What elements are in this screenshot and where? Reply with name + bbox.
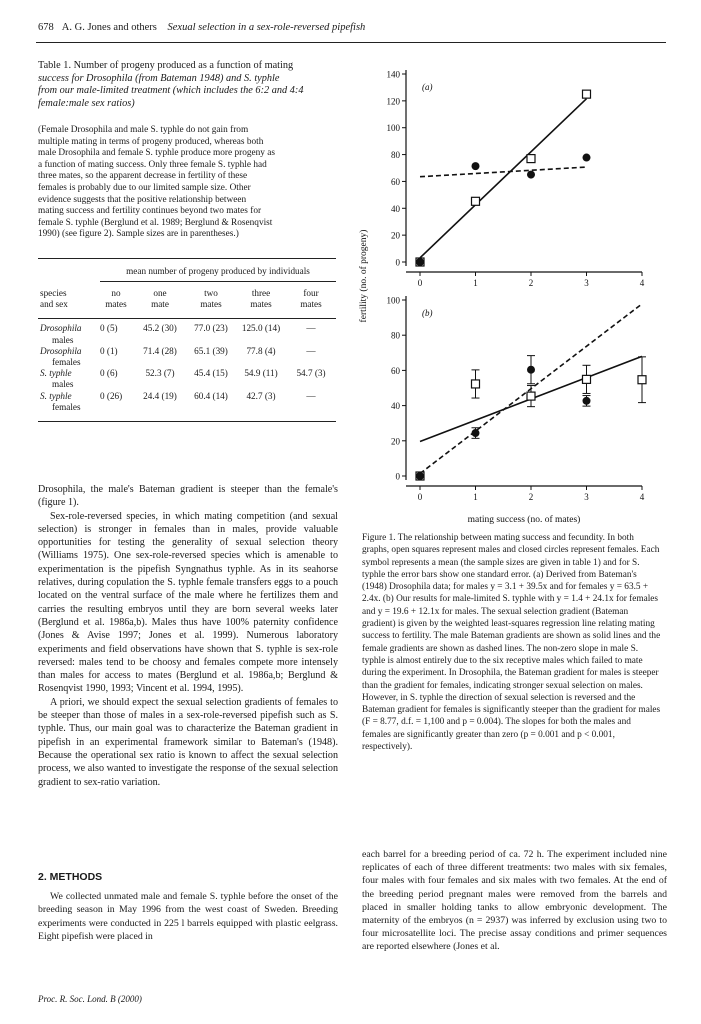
table-cell: 54.9 (11): [244, 368, 278, 379]
table-cell-sex: females: [52, 357, 81, 368]
y-tick-label: 60: [391, 365, 400, 376]
x-tick-label: 4: [639, 492, 645, 502]
table-cell: 0 (5): [100, 323, 118, 334]
table-cell-sex: females: [52, 401, 81, 412]
table-note-line: 1990) (see figure 2). Sample sizes are in parentheses.): [38, 229, 239, 240]
table-caption-line: female:male sex ratios): [38, 97, 135, 109]
running-header: [38, 22, 668, 33]
y-tick-label: 20: [391, 436, 400, 447]
col-header: two: [204, 288, 218, 298]
table-note-line: female S. typhle (Berglund et al. 1989; Berglund & Rosenqvist: [38, 217, 273, 228]
table-note-line: a function of mating success. Only three female S. typhle had: [38, 159, 267, 170]
y-tick-label: 0: [395, 257, 400, 268]
paragraph: A priori, we should expect the sexual selection gradients of females to be steeper than those of males in a sex-role-reversed pipefish such as S. typhle. Thus, our main goal was to characterize the Bateman gradient in pipefish in an experimental framework similar to Bateman's (1948). Because the operational sex ratio is known to affect the sexual selection process, we also wanted to investigate the response of the sexual selection gradient to sex-ratio variation.: [38, 696, 338, 788]
table-row: [38, 323, 336, 345]
male-point: [583, 375, 591, 383]
female-point: [527, 366, 535, 374]
x-tick-label: 2: [528, 278, 534, 288]
figure-svg: [342, 64, 662, 529]
col-header: mates: [250, 299, 272, 310]
y-tick-label: 40: [391, 203, 400, 214]
table-cell-species: S. typhle: [40, 368, 72, 379]
male-point: [527, 392, 535, 400]
table-note-line: mating success and fertility continues beyond two mates for: [38, 206, 262, 217]
table-cell: 77.0 (23): [194, 323, 228, 334]
col-header: mates: [300, 299, 322, 310]
table-cell: 0 (26): [100, 390, 123, 401]
methods-text: [38, 890, 338, 943]
female-point: [583, 397, 591, 405]
table-cell: 24.4 (19): [143, 390, 177, 401]
col-header: mates: [105, 299, 127, 310]
data-table: [38, 288, 336, 422]
x-tick-label: 1: [473, 278, 478, 288]
table-cell: 60.4 (14): [194, 390, 228, 401]
table-cell: 52.3 (7): [145, 368, 175, 379]
table-note-line: multiple mating in terms of progeny produced, whereas both: [38, 136, 264, 147]
x-tick-label: 3: [584, 278, 589, 288]
table-cell: 71.4 (28): [143, 345, 177, 356]
table-cell-sex: males: [52, 379, 74, 390]
spanner-rule: [100, 281, 336, 282]
authors: A. G. Jones and others: [61, 22, 157, 33]
page-number: 678: [38, 22, 54, 33]
table-row: [38, 346, 336, 368]
table-spanner: mean number of progeny produced by individuals: [126, 266, 310, 276]
y-tick-label: 20: [391, 230, 400, 241]
table-note-line: male Drosophila and female S. typhle produce more progeny as: [38, 148, 275, 159]
table-cell: 42.7 (3): [246, 390, 276, 401]
x-tick-label: 1: [473, 492, 478, 502]
x-tick-label: 0: [417, 492, 423, 502]
y-tick-label: 100: [386, 123, 400, 134]
male-point: [583, 90, 591, 98]
col-header: mates: [200, 299, 222, 310]
panel-label: (a): [422, 82, 433, 92]
table-cell: 77.8 (4): [246, 345, 276, 356]
col-header: four: [303, 288, 319, 298]
header-rule: [36, 42, 666, 43]
female-point: [416, 258, 424, 266]
table-cell: —: [306, 323, 316, 334]
table-caption-line: Table 1. Number of progeny produced as a function of mating: [38, 60, 294, 71]
y-tick-label: 140: [386, 69, 400, 80]
table-cell: —: [306, 390, 316, 401]
y-tick-label: 80: [391, 150, 400, 161]
table-top-rule: [38, 258, 336, 259]
table-cell-species: Drosophila: [40, 345, 82, 356]
x-tick-label: 4: [639, 278, 645, 288]
female-point: [527, 171, 535, 179]
table-cell: 0 (1): [100, 345, 118, 356]
y-tick-label: 120: [386, 96, 400, 107]
y-tick-label: 0: [395, 471, 400, 482]
male-point: [638, 376, 646, 384]
table-row: [38, 391, 336, 413]
journal-footer: Proc. R. Soc. Lond. B (2000): [38, 994, 142, 1004]
female-point: [472, 429, 480, 437]
female-point: [583, 154, 591, 162]
table-note-line: (Female Drosophila and male S. typhle do not gain from: [38, 125, 249, 135]
body-text-left: [38, 483, 338, 789]
figure-1: [342, 64, 662, 534]
table-note-line: three mates, so the apparent decrease in fertility of these: [38, 171, 248, 182]
y-axis-label: fertility (no. of progeny): [359, 229, 369, 323]
table-row: [38, 368, 336, 390]
col-header: one: [153, 288, 167, 298]
table-cell-species: Drosophila: [40, 323, 82, 334]
male-point: [527, 155, 535, 163]
female-point: [416, 472, 424, 480]
figure-caption: Figure 1. The relationship between mating success and fecundity. In both graphs, open squares represent males and closed circles represent females. Each symbol represents a mean (the sample sizes are given in table 1) and for S. typhle the error bars show one standard error. (a) Derived from Bateman's (1948) Drosophila data; for males y = 3.1 + 39.5x and for females y = 63.5 + 2.4x. (b) Our results for male-limited S. typhle with y = 1.4 + 24.1x for females and y = 19.6 + 12.1x for males. The sexual selection gradient (Bateman gradient) is given by the weighted least-squares regression line relating mating success to fertility. The male Bateman gradients are shown as solid lines and the female gradients are shown as dashed lines. The non-zero slope in male S. typhle is almost entirely due to the six receptive males which failed to mate during the experiment. In Drosophila, the Bateman gradient for males is steeper than the gradient for females, indicating stronger sexual selection on males. However, in S. typhle the direction of sexual selection is reversed and the Bateman gradient for females is significantly steeper than the gradient for males (F = 8.77, d.f. = 1,100 and p = 0.004). The slopes for both the males and females are significantly greater than zero (p = 0.001 and p < 0.001, respectively).: [362, 533, 661, 753]
paragraph: We collected unmated male and female S. typhle before the onset of the breeding season in May 1996 from the west coast of Sweden. Breeding experiments were conducted in 225 l barrels equipped with plastic eelgrass. Eight pipefish were placed in: [38, 891, 338, 942]
col-header: no: [111, 288, 121, 298]
y-tick-label: 100: [386, 295, 400, 306]
table-cell-species: S. typhle: [40, 390, 72, 401]
paragraph: Sex-role-reversed species, in which mating competition (and sexual selection) is stronger in females than in males, provide valuable opportunities for testing the generality of sexual selection theory (Williams 1975). One sex-role-reversed species which is amenable to experimentation is the pipefish Syngnathus typhle. As in its seahorse relatives, during copulation the S. typhle female transfers eggs to a pouch located on the ventral surface of the male where he fertilizes them and carries the resulting embryos until they are born several weeks later (Berglund et al. 1986a,b). Males thus have 100% paternity confidence (Jones & Avise 1997; Jones et al. 1999). Numerous laboratory experiments and field observations have shown that S. typhle is sex-role reversed: males tend to be choosy and females compete more intensely than males for access to mates (Berglund et al. 1986a,b; Berglund & Rosenqvist 1990, 1993; Vincent et al. 1994, 1995).: [38, 510, 338, 695]
col-header: mate: [151, 299, 169, 310]
table-cell-sex: males: [52, 334, 74, 345]
table-note: [38, 125, 338, 241]
table-caption-line: from our male-limited treatment (which includes the 6:2 and 4:4: [38, 85, 304, 96]
table-cell: —: [306, 345, 316, 356]
females-regression-line: [420, 167, 587, 177]
table-header-row: [38, 299, 336, 310]
y-tick-label: 40: [391, 401, 400, 412]
section-heading: 2. METHODS: [38, 871, 103, 883]
y-tick-label: 60: [391, 176, 400, 187]
table-header-row: [38, 288, 336, 299]
x-tick-label: 3: [584, 492, 589, 502]
table-cell: 45.2 (30): [143, 323, 177, 334]
female-point: [472, 162, 480, 170]
x-tick-label: 2: [528, 492, 534, 502]
table-cell: 0 (6): [100, 368, 118, 379]
col-header: species: [40, 288, 67, 298]
body-text-right: each barrel for a breeding period of ca. 72 h. The experiment included nine replicates of each of three different treatments: two males with six females, four males with four females and six males with two females. At the end of the breeding period pregnant males were removed from the barrels and placed in smaller holding tanks to allow embryonic development. The maternity of the embryos (n = 2937) was inferred by exclusion using two to four microsatellite loci. The precise assay conditions and primer sequences are reported elsewhere (Jones et al.: [362, 849, 667, 953]
table-cell: 65.1 (39): [194, 345, 228, 356]
panel-label: (b): [422, 308, 433, 318]
males-regression-line: [420, 99, 587, 258]
table-cell: 54.7 (3): [296, 368, 326, 379]
paragraph: Drosophila, the male's Bateman gradient is steeper than the female's (figure 1).: [38, 484, 338, 509]
x-tick-label: 0: [417, 278, 423, 288]
table-caption: [38, 60, 338, 110]
table-cell: 125.0 (14): [241, 323, 281, 334]
x-axis-label: mating success (no. of mates): [467, 515, 581, 525]
table-note-line: evidence suggests that the positive relationship between: [38, 194, 247, 205]
col-header: three: [251, 288, 271, 298]
male-point: [472, 197, 480, 205]
y-tick-label: 80: [391, 330, 400, 341]
col-header: and sex: [40, 299, 68, 310]
table-caption-line: success for Drosophila (from Bateman 1948) and S. typhle: [38, 72, 280, 84]
table-cell: 45.4 (15): [194, 368, 228, 379]
male-point: [472, 380, 480, 388]
running-title: Sexual selection in a sex-role-reversed pipefish: [167, 22, 366, 33]
table-note-line: females is probably due to our limited sample size. Other: [38, 182, 251, 193]
